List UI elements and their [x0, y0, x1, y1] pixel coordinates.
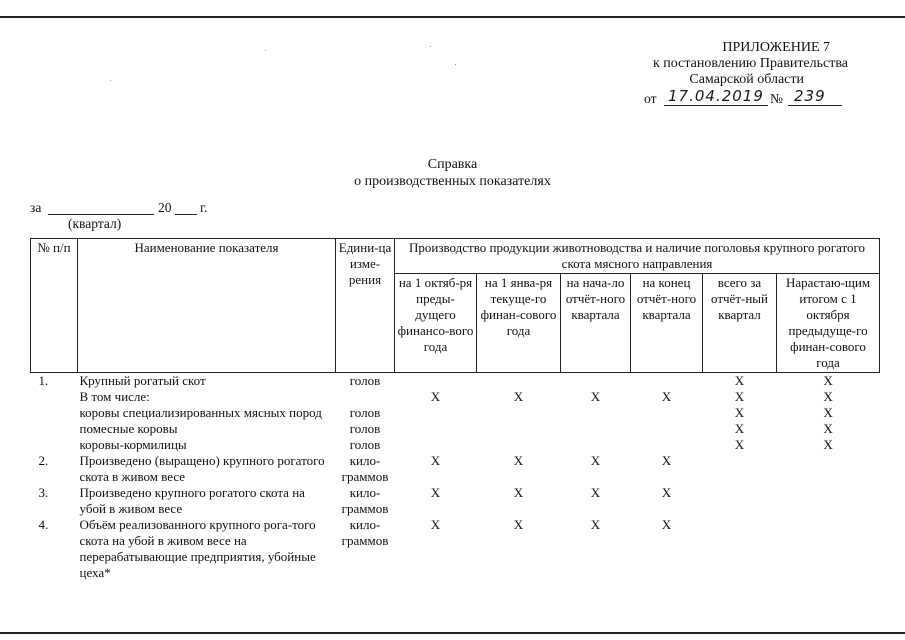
- row-cell: X: [734, 437, 745, 452]
- row-num: 4.: [38, 517, 49, 532]
- row-name: коровы специализированных мясных пород: [79, 405, 322, 420]
- decree-date: 17.04.2019: [668, 87, 764, 105]
- row-num: 1.: [38, 373, 49, 388]
- table-row: [31, 405, 880, 421]
- row-cell: X: [823, 421, 833, 436]
- row-cell: X: [590, 485, 601, 500]
- row-cell: [395, 373, 477, 390]
- region-line: Самарской области: [689, 72, 804, 87]
- scan-speck: [430, 46, 431, 47]
- row-cell: [561, 421, 631, 437]
- row-name: Произведено (выращено) крупного рогатого скота в живом весе: [79, 453, 325, 484]
- row-num: [31, 405, 78, 421]
- row-cell: X: [823, 389, 833, 404]
- row-cell: X: [661, 389, 672, 404]
- row-cell: X: [661, 485, 672, 500]
- row-unit: голов: [349, 437, 381, 452]
- row-cell: [631, 405, 703, 421]
- row-cell: X: [823, 405, 833, 420]
- row-cell: [777, 485, 880, 517]
- row-cell: X: [513, 485, 524, 500]
- row-cell: X: [430, 389, 441, 404]
- header-sub-4: на конец отчёт-ного квартала: [631, 274, 703, 373]
- row-cell: [477, 405, 561, 421]
- header-unit: Едини-ца изме-рения: [336, 239, 395, 373]
- row-unit: кило-граммов: [341, 453, 389, 484]
- row-cell: X: [430, 453, 441, 468]
- scan-speck: [265, 50, 266, 51]
- row-cell: [703, 485, 777, 517]
- table-row: [31, 437, 880, 453]
- row-cell: [631, 437, 703, 453]
- row-num: 3.: [38, 485, 49, 500]
- row-cell: [703, 517, 777, 581]
- table-row: [31, 485, 880, 517]
- row-cell: [477, 373, 561, 390]
- row-unit: кило-граммов: [341, 485, 389, 516]
- top-border-line: [0, 16, 905, 18]
- table-row: [31, 373, 880, 390]
- row-cell: X: [513, 517, 524, 532]
- header-sub-6: Нарастаю-щим итогом с 1 октября предыдуще-го финан-сового года: [777, 274, 880, 373]
- row-cell: [477, 437, 561, 453]
- header-sub-3: на нача-ло отчёт-ного квартала: [561, 274, 631, 373]
- row-unit: кило-граммов: [341, 517, 389, 548]
- row-cell: X: [590, 517, 601, 532]
- row-cell: X: [513, 453, 524, 468]
- row-cell: [395, 405, 477, 421]
- row-cell: X: [823, 437, 833, 452]
- number-label: №: [770, 91, 783, 106]
- table-row: [31, 421, 880, 437]
- header-sub-1: на 1 октяб-ря преды-дущего финансо-вого года: [395, 274, 477, 373]
- header-num: № п/п: [31, 239, 78, 373]
- row-unit: голов: [349, 373, 381, 388]
- row-cell: [631, 421, 703, 437]
- row-name: коровы-кормилицы: [79, 437, 187, 452]
- row-cell: X: [661, 517, 672, 532]
- row-cell: X: [661, 453, 672, 468]
- row-cell: [561, 405, 631, 421]
- row-cell: X: [430, 517, 441, 532]
- row-name: помесные коровы: [79, 421, 178, 436]
- row-cell: X: [734, 373, 745, 388]
- row-cell: [395, 421, 477, 437]
- period-prefix: за: [30, 200, 42, 215]
- row-name: Крупный рогатый скот: [79, 373, 206, 388]
- year-blank: [175, 214, 197, 215]
- row-cell: [395, 437, 477, 453]
- header-sub-5: всего за отчёт-ный квартал: [703, 274, 777, 373]
- row-num: 2.: [38, 453, 49, 468]
- row-cell: X: [734, 421, 745, 436]
- header-name: Наименование показателя: [78, 239, 336, 373]
- decree-line: к постановлению Правительства: [652, 56, 848, 71]
- appendix-title: ПРИЛОЖЕНИЕ 7: [722, 40, 830, 55]
- period-line: [30, 200, 330, 236]
- row-name: Произведено крупного рогатого скота на убой в живом весе: [79, 485, 305, 516]
- row-unit: [336, 389, 395, 405]
- production-table: [30, 238, 880, 581]
- row-cell: [703, 453, 777, 485]
- row-cell: [777, 517, 880, 581]
- header-group: Производство продукции животноводства и наличие поголовья крупного рогатого скота мясного направления: [395, 239, 880, 274]
- year-label: 20: [158, 200, 172, 215]
- row-unit: голов: [349, 405, 381, 420]
- number-underline: [788, 105, 842, 106]
- row-num: [31, 437, 78, 453]
- row-cell: [561, 437, 631, 453]
- scan-speck: [110, 80, 111, 81]
- table-row: [31, 389, 880, 405]
- decree-number: 239: [794, 87, 826, 105]
- row-cell: [631, 373, 703, 390]
- row-cell: [477, 421, 561, 437]
- row-cell: X: [590, 453, 601, 468]
- row-num: [31, 389, 78, 405]
- row-cell: X: [734, 405, 745, 420]
- bottom-border-line: [0, 632, 905, 634]
- row-unit: голов: [349, 421, 381, 436]
- row-cell: [777, 453, 880, 485]
- row-name: Объём реализованного крупного рога-того скота на убой в живом весе на перерабатывающие предприятия, убойные цеха*: [79, 517, 316, 580]
- row-cell: X: [430, 485, 441, 500]
- document-subtitle: о производственных показателях: [354, 174, 551, 189]
- row-name: В том числе:: [79, 389, 150, 404]
- scan-speck: [455, 64, 456, 65]
- row-cell: X: [823, 373, 833, 388]
- header-sub-2: на 1 янва-ря текуще-го финан-сового года: [477, 274, 561, 373]
- quarter-note: (квартал): [68, 216, 122, 231]
- quarter-blank: [48, 214, 154, 215]
- table-row: [31, 517, 880, 581]
- row-cell: X: [513, 389, 524, 404]
- row-cell: [561, 373, 631, 390]
- year-suffix: г.: [200, 200, 208, 215]
- row-num: [31, 421, 78, 437]
- from-label: от: [644, 91, 657, 106]
- date-underline: [664, 105, 768, 106]
- row-cell: X: [734, 389, 745, 404]
- table-row: [31, 453, 880, 485]
- document-title: Справка: [427, 157, 478, 172]
- row-cell: X: [590, 389, 601, 404]
